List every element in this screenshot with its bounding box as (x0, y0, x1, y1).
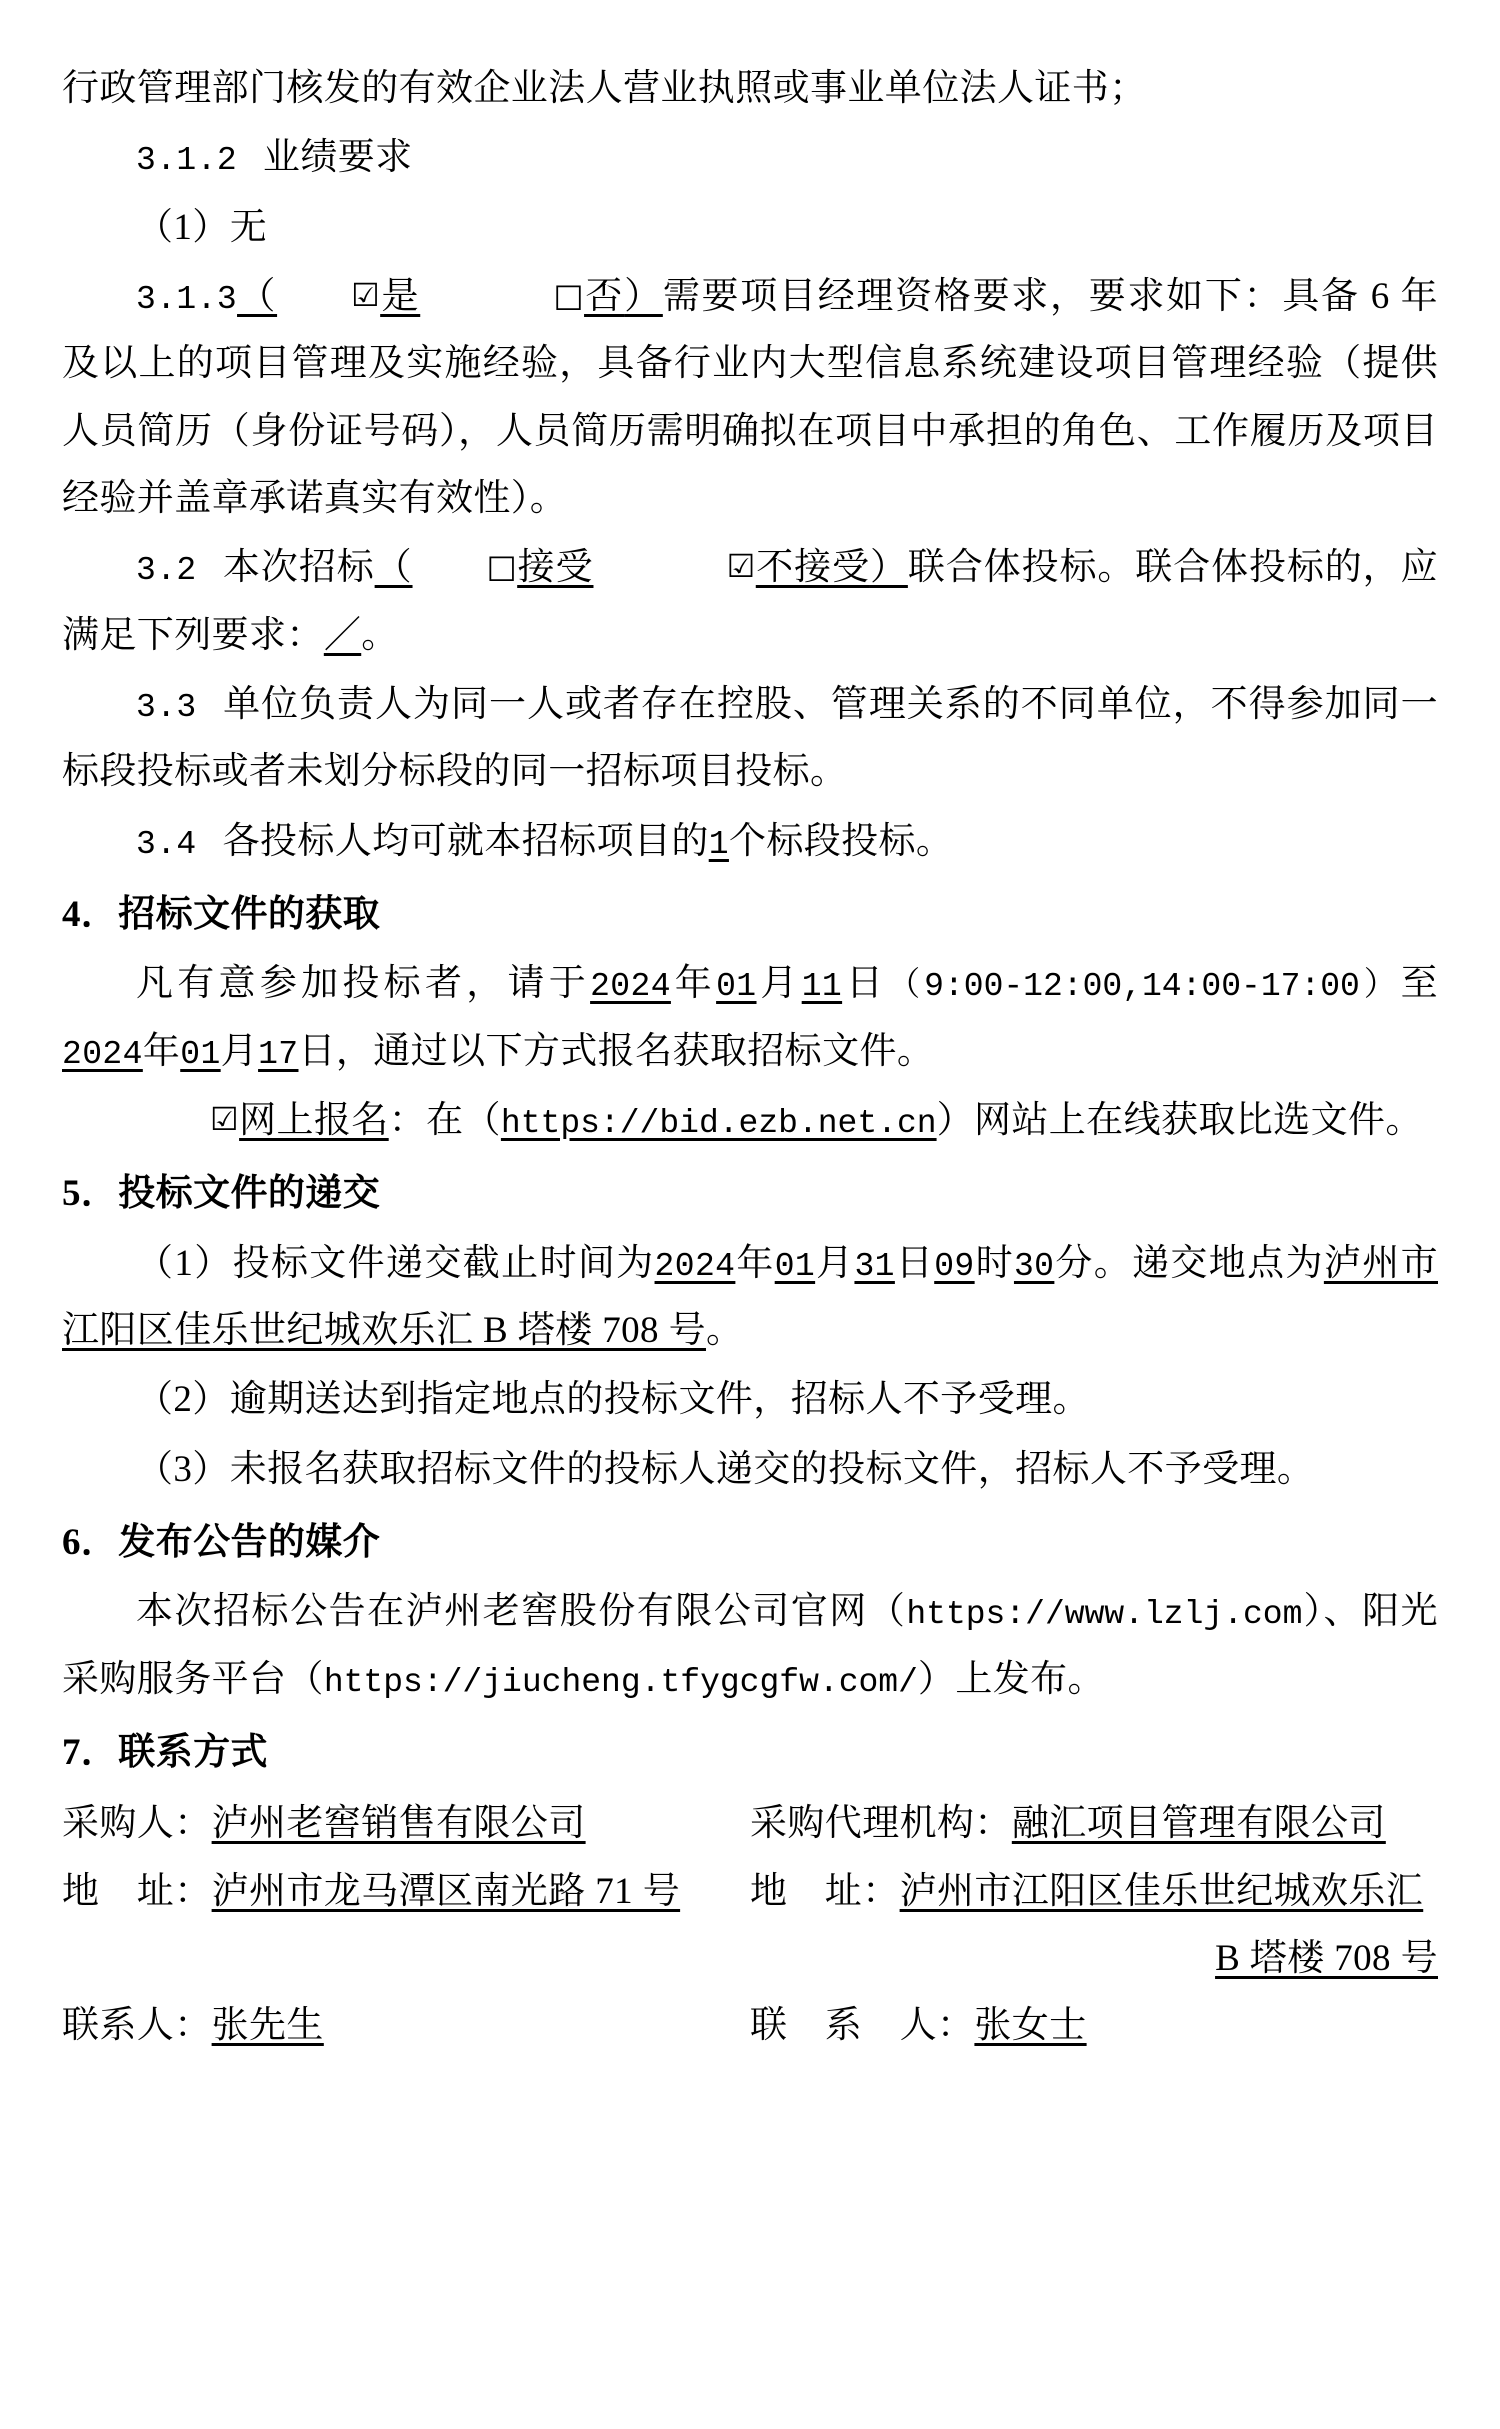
agent-address-label: 地 址： (750, 1870, 900, 1912)
clause-3-4 (62, 808, 1438, 875)
deadline-hour[interactable]: 09 (934, 1247, 975, 1285)
buyer-contact-label: 联系人： (62, 2005, 212, 2047)
paragraph-top-continuation: 行政管理部门核发的有效企业法人营业执照或事业单位法人证书； (62, 68, 1147, 109)
unit-day: 日 (842, 963, 888, 1005)
clause-3-2-blank[interactable]: ／ (323, 614, 362, 656)
deadline-month[interactable]: 01 (774, 1247, 816, 1285)
section-6-paragraph (62, 1578, 1438, 1713)
buyer-contact-value: 张先生 (211, 2005, 324, 2047)
agent-value: 融汇项目管理有限公司 (1011, 1803, 1386, 1845)
clause-3-1-3-label-yes: 是 (380, 275, 421, 317)
section-4-p2-a: ：在（ (388, 1099, 501, 1141)
checkbox-checked-icon[interactable]: ☑ (726, 547, 756, 586)
bid-portal-url[interactable]: https://bid.ezb.net.cn (500, 1104, 937, 1142)
clause-3-1-2-item-1: （1）无 (136, 206, 268, 248)
acquire-time-range: （9:00-12:00,14:00-17:00） (887, 968, 1401, 1006)
agent-address-value-line2: B 塔楼 708 号 (1215, 1937, 1438, 1979)
checkbox-empty-icon[interactable]: □ (486, 547, 518, 586)
buyer-address-value: 泸州市龙马潭区南光路 71 号 (211, 1870, 681, 1912)
section-6-text-a: 本次招标公告在泸州老窖股份有限公司官网（ (136, 1591, 907, 1633)
clause-3-4-number: 3.4 (136, 825, 197, 863)
section-5-item-1 (62, 1230, 1438, 1365)
clause-3-3-text: 单位负责人为同一人或者存在控股、管理关系的不同单位，不得参加同一标段投标或者未划分标段的同一招标项目投标。 (62, 683, 1438, 793)
clause-3-1-2-title: 业绩要求 (262, 137, 413, 179)
agent-address-cell-line2 (750, 1925, 1438, 1992)
checkbox-checked-icon[interactable]: ☑ (351, 275, 381, 314)
agent-address-value: 泸州市江阳区佳乐世纪城欢乐汇 (899, 1870, 1424, 1912)
clause-3-2-choice-group[interactable]: （ □接受 ☑不接受） (375, 547, 908, 588)
buyer-address-cell (62, 1858, 750, 1925)
clause-3-2-lead: 本次招标 (222, 547, 375, 589)
clause-3-1-3-label-no: 否 (584, 275, 625, 317)
unit-day: 日 (894, 1242, 935, 1284)
clause-3-2-label-accept: 接受 (517, 547, 594, 589)
unit-year: 年 (670, 963, 717, 1005)
section-6-text-c: ）上发布。 (917, 1658, 1105, 1700)
section-4-heading: 4．招标文件的获取 (62, 893, 381, 935)
agent-label: 采购代理机构： (750, 1803, 1012, 1845)
unit-month: 月 (815, 1242, 855, 1284)
unit-month: 月 (756, 963, 802, 1005)
clause-3-2-tail: 联合体投标。联合体投标的，应满足下列要求： (62, 547, 1438, 656)
document-body (62, 55, 1438, 2060)
acquire-start-year[interactable]: 2024 (590, 968, 671, 1006)
buyer-contact-cell (62, 1992, 750, 2059)
deadline-year[interactable]: 2024 (654, 1247, 736, 1285)
clause-3-2-label-reject: 不接受 (755, 547, 870, 589)
section-4-p1-b: 至 (1400, 963, 1439, 1005)
acquire-start-day[interactable]: 11 (801, 968, 843, 1006)
acquire-end-month[interactable]: 01 (180, 1035, 221, 1073)
clause-3-1-2-number: 3.1.2 (136, 142, 238, 180)
checkbox-empty-icon[interactable]: □ (553, 275, 585, 314)
clause-3-3-number: 3.3 (136, 688, 197, 726)
clause-3-4-text-before: 各投标人均可就本招标项目的 (222, 820, 709, 862)
acquire-end-day[interactable]: 17 (258, 1035, 299, 1073)
agent-contact-label: 联 系 人： (750, 2005, 975, 2047)
contact-table (62, 1790, 1438, 2059)
section-5-item-3: （3）未报名获取招标文件的投标人递交的投标文件，招标人不予受理。 (136, 1448, 1315, 1490)
clause-3-1-3-choice-group[interactable]: （ ☑是 □否） (237, 276, 663, 317)
acquire-start-month[interactable]: 01 (716, 968, 757, 1006)
buyer-label: 采购人： (62, 1803, 212, 1845)
submission-address[interactable]: 泸州市江阳区佳乐世纪城欢乐汇 B 塔楼 708 号 (62, 1242, 1438, 1351)
buyer-value: 泸州老窖销售有限公司 (211, 1803, 586, 1845)
agent-contact-value: 张女士 (974, 2005, 1087, 2047)
procurement-platform-url[interactable]: https://jiucheng.tfygcgfw.com/ (323, 1663, 918, 1701)
unit-minute: 分 (1054, 1242, 1094, 1284)
clause-3-1-3-number: 3.1.3 (136, 280, 238, 318)
unit-hour: 时 (974, 1242, 1014, 1284)
clause-3-2-number: 3.2 (136, 552, 197, 590)
section-6-text-b: ）、阳光采购服务平台（ (62, 1591, 1438, 1700)
checkbox-checked-icon[interactable]: ☑ (210, 1099, 240, 1138)
clause-3-2 (62, 534, 1438, 669)
section-4-p1-a: 凡有意参加投标者，请于 (136, 963, 591, 1005)
section-4-p2-b: ）网站上在线获取比选文件。 (936, 1099, 1423, 1141)
section-5-item-2: （2）逾期送达到指定地点的投标文件，招标人不予受理。 (136, 1379, 1090, 1421)
table-row-address-continued (62, 1925, 1438, 1992)
agent-contact-cell (750, 1992, 1438, 2059)
buyer-cell (62, 1790, 750, 1857)
unit-month: 月 (220, 1030, 259, 1072)
clause-3-4-count[interactable]: 1 (708, 825, 729, 863)
section-7-heading: 7．联系方式 (62, 1731, 268, 1773)
acquire-end-year[interactable]: 2024 (62, 1035, 143, 1073)
table-row-contact-person (62, 1992, 1438, 2059)
table-row-organization (62, 1790, 1438, 1857)
clause-3-1-2 (62, 124, 1438, 191)
empty-cell (62, 1925, 750, 1992)
online-registration-label: 网上报名 (239, 1099, 389, 1141)
agent-address-cell (750, 1858, 1438, 1925)
section-4-p1-c: 日，通过以下方式报名获取招标文件。 (298, 1030, 935, 1072)
clause-3-3 (62, 671, 1438, 806)
table-row-address (62, 1858, 1438, 1925)
section-6-heading: 6．发布公告的媒介 (62, 1521, 381, 1563)
deadline-day[interactable]: 31 (854, 1247, 895, 1285)
section-5-item1-a: （1）投标文件递交截止时间为 (136, 1242, 655, 1284)
clause-3-4-text-after: 个标段投标。 (728, 820, 954, 862)
unit-year: 年 (142, 1030, 181, 1072)
deadline-minute[interactable]: 30 (1013, 1247, 1055, 1285)
section-5-heading: 5．投标文件的递交 (62, 1173, 381, 1215)
section-4-paragraph-1 (62, 950, 1438, 1085)
clause-3-1-3-text: 需要项目经理资格要求，要求如下：具备 6 年及以上的项目管理及实施经验，具备行业内大型信息系统建设项目管理经验（提供人员简历（身份证号码），人员简历需明确拟在项目中承担的角色、工作履历及项目经验并盖章承诺真实有效性）。 (62, 275, 1439, 519)
buyer-address-label: 地 址： (62, 1870, 212, 1912)
clause-3-1-3 (62, 263, 1438, 532)
clause-3-2-end: 。 (361, 614, 399, 656)
company-website-url[interactable]: https://www.lzlj.com (906, 1596, 1303, 1634)
section-5-item1-c: 。 (705, 1309, 744, 1351)
section-5-item1-b: 。递交地点为 (1093, 1242, 1324, 1284)
unit-year: 年 (735, 1242, 775, 1284)
section-4-paragraph-2 (62, 1087, 1438, 1154)
agent-cell (750, 1790, 1438, 1857)
